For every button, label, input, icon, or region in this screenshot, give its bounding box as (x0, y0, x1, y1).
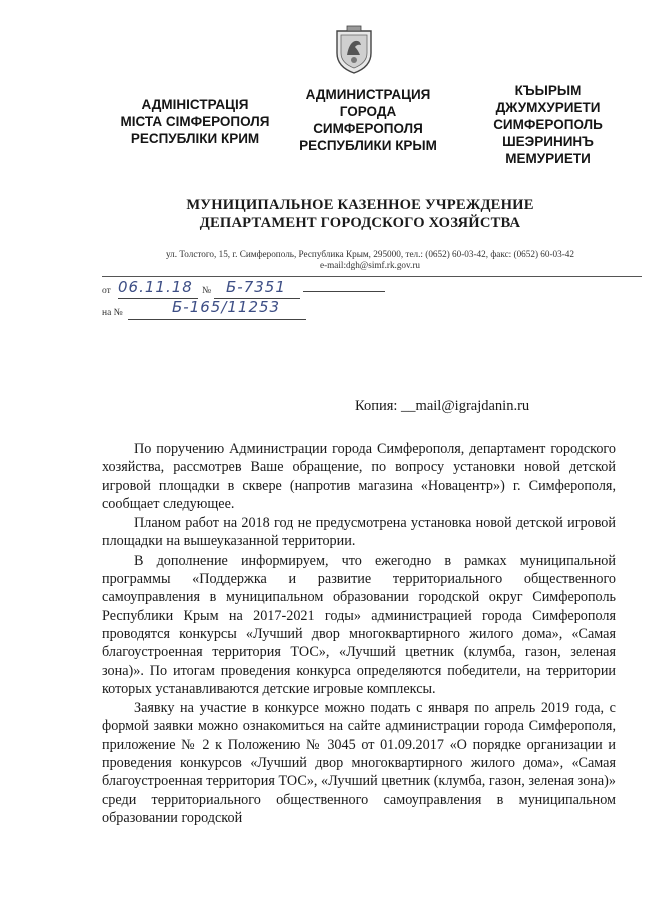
header-ukrainian: АДМІНІСТРАЦІЯ МІСТА СІМФЕРОПОЛЯ РЕСПУБЛІКИ КРИМ (120, 97, 270, 146)
reference-number: Б-165/11253 (172, 298, 281, 316)
registration-date: 06.11.18 (118, 278, 193, 296)
coat-of-arms-icon (333, 25, 375, 75)
organization-title-line1: МУНИЦИПАЛЬНОЕ КАЗЕННОЕ УЧРЕЖДЕНИЕ (186, 197, 534, 213)
registration-number: Б-7351 (226, 278, 286, 296)
paragraph: Планом работ на 2018 год не предусмотрена установка новой детской игровой площадки на вышеуказанной территории. (102, 515, 616, 550)
copy-recipient: Копия: __mail@igrajdanin.ru (355, 398, 530, 414)
paragraph: В дополнение информируем, что ежегодно в рамках муниципальной программы «Поддержка и развитие территориального общественного самоуправления в муниципальном образовании городской округ Симферополь Республики Крым на 2017-2021 годы» администрацией города Симферополя проводятся конкурсы «Лучший двор многоквартирного жилого дома», «Самая благоустроенная территория ТОС», «Лучший цветник (клумба, газон, зеленая зона)». По итогам проведения конкурса определяются победители, на территории которых устанавливаются детские игровые комплексы. (102, 552, 616, 697)
number-label: № (202, 286, 212, 296)
paragraph: По поручению Администрации города Симферополя, департамент городского хозяйства, рассмотрев Ваше обращение, по вопросу установки новой детской игровой площадки в сквере (напротив магазина «Новацентр») г. Симферополя, сообщает следующее. (102, 441, 616, 512)
letter-body (102, 440, 616, 827)
from-label: от (102, 286, 111, 296)
header-crimean-tatar: КЪЫРЫМ ДЖУМХУРИЕТИ СИМФЕРОПОЛЬ ШЕЭРИНИНЪ МЕМУРИЕТИ (493, 83, 603, 166)
organization-title-line2: ДЕПАРТАМЕНТ ГОРОДСКОГО ХОЗЯЙСТВА (199, 215, 521, 231)
ref-underline (128, 319, 306, 320)
header-divider (102, 276, 642, 277)
side-rule (303, 291, 385, 292)
header-russian: АДМИНИСТРАЦИЯ ГОРОДА СИМФЕРОПОЛЯ РЕСПУБЛИКИ КРЫМ (299, 87, 437, 153)
paragraph: Заявку на участие в конкурсе можно подать с января по апрель 2019 года, с формой заявки можно ознакомиться на сайте администрации города Симферополя, приложение № 2 к Положению № 3045 от 01.09.2017 «О порядке организации и проведения конкурсов «Лучший двор многоквартирного жилого дома», «Самая благоустроенная территория ТОС», «Лучший цветник (клумба, газон, зеленая зона)» среди территориального общественного самоуправления в муниципальном образовании городской (102, 700, 616, 826)
organization-address: ул. Толстого, 15, г. Симферополь, Республика Крым, 295000, тел.: (0652) 60-03-42, факс: (0652) 60-03-42 (165, 249, 574, 259)
organization-email: e-mail:dgh@simf.rk.gov.ru (320, 260, 420, 270)
ref-label: на № (102, 308, 123, 318)
